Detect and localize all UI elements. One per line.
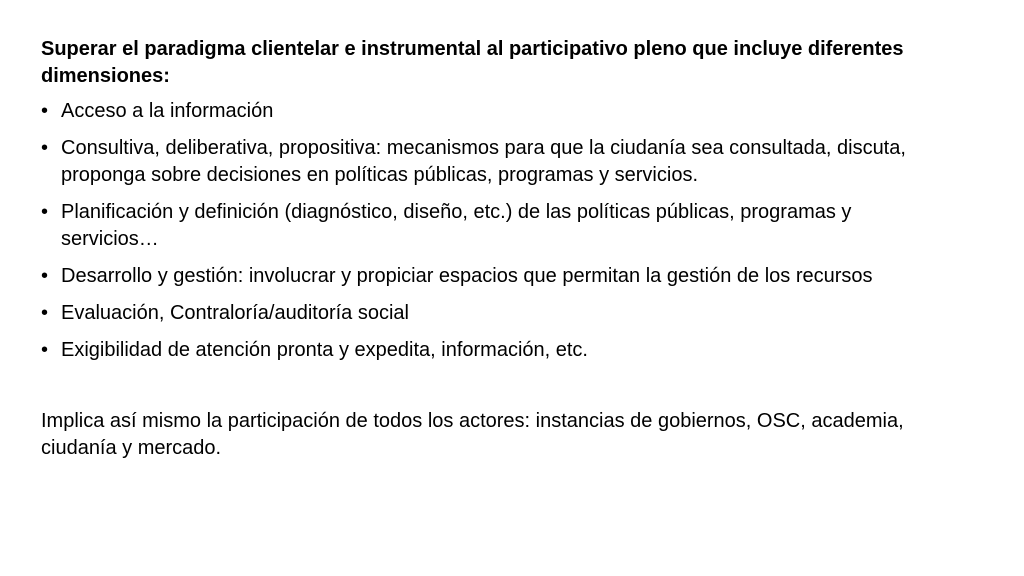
bullet-list: [41, 98, 941, 364]
bullet-item: [41, 337, 941, 364]
bullet-dot-icon: •: [41, 201, 49, 223]
bullet-dot-icon: •: [41, 265, 49, 287]
slide-content: [41, 36, 941, 462]
bullet-text: Exigibilidad de atención pronta y expedita, información, etc.: [61, 339, 588, 361]
bullet-text: Consultiva, deliberativa, propositiva: mecanismos para que la ciudanía sea consultada, discuta, proponga sobre decisiones en políticas públicas, programas y servicios.: [61, 137, 906, 186]
bullet-item: [41, 135, 941, 189]
closing-paragraph: Implica así mismo la participación de todos los actores: instancias de gobiernos, OSC, academia, ciudanía y mercado.: [41, 410, 904, 459]
bullet-dot-icon: •: [41, 339, 49, 361]
bullet-item: [41, 98, 941, 125]
bullet-dot-icon: •: [41, 302, 49, 324]
slide-heading: Superar el paradigma clientelar e instrumental al participativo pleno que incluye diferentes dimensiones:: [41, 38, 904, 87]
bullet-dot-icon: •: [41, 100, 49, 122]
bullet-dot-icon: •: [41, 137, 49, 159]
bullet-text: Evaluación, Contraloría/auditoría social: [61, 302, 409, 324]
bullet-text: Planificación y definición (diagnóstico, diseño, etc.) de las políticas públicas, programas y servicios…: [61, 201, 852, 250]
bullet-item: [41, 263, 941, 290]
bullet-item: [41, 199, 941, 253]
bullet-text: Desarrollo y gestión: involucrar y propiciar espacios que permitan la gestión de los recursos: [61, 265, 873, 287]
bullet-text: Acceso a la información: [61, 100, 274, 122]
bullet-item: [41, 300, 941, 327]
